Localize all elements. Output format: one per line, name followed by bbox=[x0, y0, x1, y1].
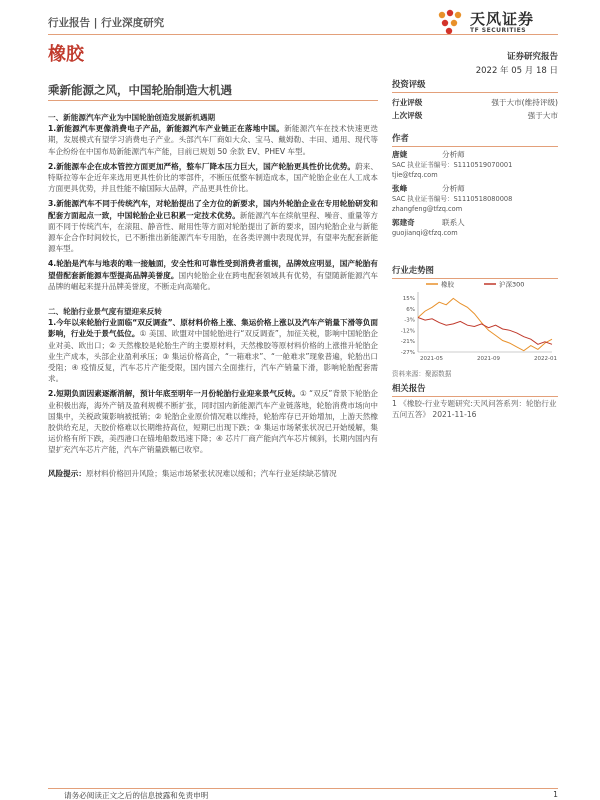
logo-text-cn: 天风证券 bbox=[470, 10, 535, 28]
footer-divider bbox=[48, 788, 558, 789]
y-tick-label: 6% bbox=[406, 306, 415, 313]
author-email[interactable]: tjie@tfzq.com bbox=[392, 171, 438, 179]
logo-mark-icon bbox=[436, 8, 466, 36]
author-title: 分析师 bbox=[442, 150, 465, 159]
rating-value: 强于大市(维持评级) bbox=[491, 98, 558, 107]
paragraph-4-text: 国内轮胎企业在跨电配套领域具有优势，有望随新能源汽车品牌的崛起来提升品牌美誉度，不断走向高端化。 bbox=[48, 270, 378, 291]
author-title: 联系人 bbox=[442, 218, 465, 227]
report-title: 乘新能源之风，中国轮胎制造大机遇 bbox=[48, 83, 232, 97]
industry-name: 橡胶 bbox=[48, 44, 84, 65]
x-tick-label: 2021-05 bbox=[420, 356, 443, 362]
trend-heading: 行业走势图 bbox=[392, 264, 558, 279]
section-heading-1: 一、新能源汽车产业为中国轮胎创造发展新机遇期 bbox=[48, 113, 216, 122]
paragraph-5 bbox=[48, 317, 378, 384]
section-heading-2: 二、轮胎行业景气度有望迎来反转 bbox=[48, 307, 162, 317]
trend-chart bbox=[392, 278, 558, 368]
paragraph-6 bbox=[48, 388, 378, 455]
paragraph-4 bbox=[48, 258, 378, 292]
author-entry bbox=[392, 184, 558, 214]
investment-rating bbox=[392, 78, 558, 122]
paragraph-2 bbox=[48, 161, 378, 195]
series-line-2 bbox=[418, 318, 552, 345]
chart-source: 资料来源：聚源数据 bbox=[392, 370, 452, 378]
author-email[interactable]: zhangfeng@tfzq.com bbox=[392, 205, 463, 213]
legend-label: 沪深300 bbox=[499, 280, 525, 289]
paragraph-3-lead: 3.新能源汽车不同于传统汽车，对轮胎提出了全方位的新要求，国内外轮胎企业在专用轮胎研发和配套方面起点一致，中国轮胎企业已积累一定技术优势。 bbox=[48, 199, 378, 220]
x-tick-label: 2021-09 bbox=[477, 356, 500, 362]
rating-value: 强于大市 bbox=[527, 111, 558, 120]
risk-warning bbox=[48, 468, 378, 479]
paragraph-3-text: 新能源汽车在续航里程、噪音、重量等方面不同于传统汽车，在滚阻、静音性、耐用性等方面对轮胎提出了新的要求，国内轮胎企业与新能源车企合作时间较长，已不断推出新能源汽车专用胎，在各类评测中表现优异，有望率先配套新能源车型。 bbox=[48, 210, 378, 254]
paragraph-1 bbox=[48, 123, 378, 157]
author-name: 郭建奇 bbox=[392, 218, 415, 227]
paragraph-2-text: 蔚来、特斯拉等车企近年来选用更具性价比的零部件，不断压低整车制造成本，国产轮胎企业在人工成本方面更具优势，并且性能不输国际大品牌，产品更具性价比。 bbox=[48, 161, 378, 194]
legend-label: 橡胶 bbox=[441, 280, 454, 289]
logo-text-en: TF SECURITIES bbox=[470, 27, 527, 34]
rating-row-current bbox=[392, 96, 558, 109]
authors-heading: 作者 bbox=[392, 132, 558, 147]
paragraph-6-text: ① “双反”背景下轮胎企业积极出海，海外产销及盈利规模不断扩张，同时国内新能源汽车产业链落地，轮胎消费市场向中国集中，关税政策影响被抵销；② 轮胎企业原价情况难以维持，轮胎库存已开始增加，上游天然橡胶供给充足，天胶价格难以长期维持高位，短期已出现下跌；③ 集运市场紧张状况已开始缓解，集运价格有所下跌，美西港口在锚地船数迅速下降；④ 芯片厂商产能向汽车芯片倾斜，长期内国内有望扩充汽车芯片产能，汽车产销量跌幅已收窄。 bbox=[48, 389, 378, 455]
rating-label: 上次评级 bbox=[392, 111, 423, 120]
author-entry bbox=[392, 218, 558, 238]
author-cert: SAC 执业证书编号：S1110519070001 bbox=[392, 161, 513, 169]
y-tick-label: -21% bbox=[400, 339, 415, 346]
author-entry bbox=[392, 150, 558, 180]
footer-disclaimer: 请务必阅读正文之后的信息披露和免责申明 bbox=[64, 791, 209, 800]
section-gap bbox=[48, 296, 378, 304]
x-tick-label: 2022-01 bbox=[534, 356, 557, 362]
author-title: 分析师 bbox=[442, 184, 465, 193]
rating-heading: 投资评级 bbox=[392, 78, 558, 93]
section-gap bbox=[48, 460, 378, 468]
rating-label: 行业评级 bbox=[392, 98, 423, 107]
paragraph-6-lead: 2.短期负面因素逐渐消解，预计年底至明年一月份轮胎行业迎来景气反转。 bbox=[48, 389, 300, 399]
author-cert: SAC 执业证书编号：S1110518080008 bbox=[392, 195, 513, 203]
report-category: 行业报告 | 行业深度研究 bbox=[48, 17, 165, 29]
paragraph-5-lead: 1.今年以来轮胎行业面临“双反调查”、原材料价格上涨、集运价格上涨以及汽车产销量下滑等负面影响，行业处于景气低位。 bbox=[48, 318, 378, 339]
document-date: 2022 年 05 月 18 日 bbox=[475, 66, 558, 76]
top-bar bbox=[48, 12, 558, 32]
related-heading: 相关报告 bbox=[392, 382, 558, 397]
paragraph-3 bbox=[48, 198, 378, 254]
y-tick-label: -3% bbox=[404, 317, 415, 324]
company-logo bbox=[436, 8, 558, 36]
risk-warning-label: 风险提示： bbox=[48, 468, 86, 478]
page-number: 1 bbox=[553, 790, 558, 799]
related-report-link[interactable]: 1 《橡胶-行业专题研究:天风问答系列：轮胎行业五问五答》 2021-11-16 bbox=[392, 399, 557, 419]
author-name: 张峰 bbox=[392, 184, 408, 193]
y-tick-label: 15% bbox=[402, 296, 415, 302]
paragraph-4-lead: 4.轮胎是汽车与地表的唯一接触面，安全性和可靠性受到消费者重视，品牌效应明显，国产轮胎有望借配套新能源车型提高品牌美誉度。 bbox=[48, 259, 378, 280]
main-content bbox=[48, 110, 378, 483]
author-email[interactable]: guojianqi@tfzq.com bbox=[392, 229, 458, 237]
paragraph-5-text: ① 美国、欧盟对中国轮胎进行“双反调查”，加征关税，影响中国轮胎企业对美、欧出口；② 天然橡胶是轮胎生产的主要原材料，天然橡胶等原材料价格的上涨推升轮胎企业生产成本，头部企业盈利承压；③ 集运价格高企，“一箱难求”、“一舱难求”现象普遍，轮胎出口受阻；④ 疫情反复，汽车芯片产能受限，国内国六全面推行，汽车产销量下滑，影响轮胎配套需求。 bbox=[48, 329, 379, 384]
author-name: 唐婕 bbox=[392, 150, 408, 159]
rating-row-previous bbox=[392, 109, 558, 122]
y-tick-label: -12% bbox=[400, 328, 415, 335]
document-type: 证券研究报告 bbox=[506, 52, 558, 62]
authors-block bbox=[392, 132, 558, 242]
y-tick-label: -27% bbox=[400, 350, 415, 356]
title-divider bbox=[48, 100, 378, 101]
series-line-1 bbox=[418, 298, 552, 350]
paragraph-2-lead: 2.新能源车企在成本管控方面更加严格，整车厂降本压力巨大，国产轮胎更具性价比优势。 bbox=[48, 161, 356, 171]
paragraph-1-text: 新能源汽车在技术快速更迭期，发展模式有望学习消费电子产业。头部汽车厂商如大众、宝马、戴姆勒、丰田、通用、现代等车企纷纷在中国布局新能源汽车产能，目前已规划 50 余款 EV、PHEV 车型。 bbox=[48, 124, 378, 156]
risk-warning-text: 原材料价格回升风险；集运市场紧张状况难以缓和；汽车行业延续缺芯情况 bbox=[85, 468, 337, 478]
paragraph-1-lead: 1.新能源汽车更像消费电子产品，新能源汽车产业链正在落地中国。 bbox=[48, 124, 285, 134]
header-divider bbox=[48, 34, 558, 35]
